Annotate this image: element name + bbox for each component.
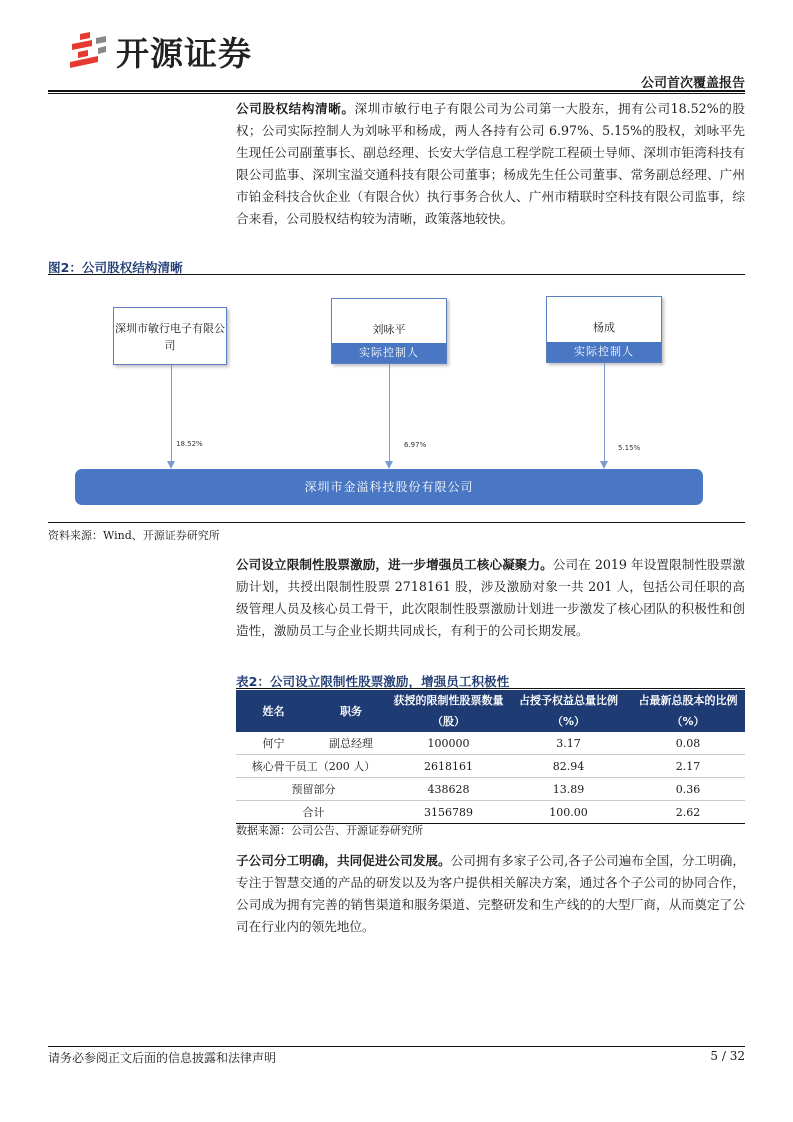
ownership-lead: 公司股权结构清晰。 [236, 101, 355, 116]
cell-name: 何宁 [236, 732, 311, 755]
col-header-role: 职务 [311, 690, 391, 732]
table-row [236, 755, 745, 778]
shareholder-box-liuyongping [331, 298, 447, 364]
figure-bottom-rule [48, 522, 745, 523]
table-top-rule [236, 688, 745, 689]
target-company-bar: 深圳市金溢科技股份有限公司 [75, 469, 703, 505]
arrow-down-icon [385, 461, 393, 469]
shareholder-name: 刘咏平 [372, 323, 406, 336]
incentive-paragraph [236, 554, 745, 642]
cell-total-pct: 2.17 [631, 755, 745, 778]
shareholder-box-yangcheng [546, 296, 662, 363]
cell-shares: 2618161 [391, 755, 506, 778]
footer-divider [48, 1046, 745, 1047]
cell-name: 合计 [236, 801, 391, 824]
cell-name: 预留部分 [236, 778, 391, 801]
brand-name: 开源证券 [116, 34, 252, 73]
brand-logo-icon [68, 30, 108, 72]
col-header-grant-pct: 占授予权益总量比例（%） [506, 690, 631, 732]
col-header-total-pct: 占最新总股本的比例（%） [631, 690, 745, 732]
cell-total-pct: 2.62 [631, 801, 745, 824]
cell-shares: 3156789 [391, 801, 506, 824]
header-divider [48, 90, 745, 92]
incentive-lead: 公司设立限制性股票激励，进一步增强员工核心凝聚力。 [236, 557, 553, 572]
subsidiary-paragraph [236, 850, 745, 938]
cell-shares: 100000 [391, 732, 506, 755]
subsidiary-body: 公司拥有多家子公司,各子公司遍布全国，分工明确，专注于智慧交通的产品的研发以及为客户提供相关解决方案，通过各个子公司的协同合作，公司成为拥有完善的销售渠道和服务渠道、完整研发和生产线的的大型厂商，从而奠定了公司在行业内的领先地位。 [236, 853, 745, 934]
table-row [236, 732, 745, 755]
figure-source: 资料来源：Wind、开源证券研究所 [48, 529, 220, 542]
table-row-total [236, 801, 745, 824]
table-row [236, 778, 745, 801]
stake-percent: 5.15% [618, 444, 641, 452]
shareholder-name: 杨成 [593, 321, 615, 334]
header-divider-thin [48, 93, 745, 94]
shareholder-box-minxing [113, 307, 227, 365]
cell-grant-pct: 82.94 [506, 755, 631, 778]
cell-total-pct: 0.08 [631, 732, 745, 755]
incentive-table [236, 690, 745, 824]
incentive-body: 公司在 2019 年设置限制性股票激励计划，共授出限制性股票 2718161 股，涉及激励对象一共 201 人，包括公司任职的高级管理人员及核心员工骨干，此次限制性股票激励计划进一步激发了核心团队的积极性和创造性，激励员工与企业长期共同成长，有利于的公司长期发展。 [236, 557, 745, 638]
ownership-arrow-line [389, 364, 390, 463]
footer-disclaimer: 请务必参阅正文后面的信息披露和法律声明 [48, 1051, 277, 1065]
cell-grant-pct: 13.89 [506, 778, 631, 801]
controller-tag: 实际控制人 [547, 342, 661, 362]
arrow-down-icon [600, 461, 608, 469]
subsidiary-lead: 子公司分工明确，共同促进公司发展。 [236, 853, 451, 868]
cell-grant-pct: 3.17 [506, 732, 631, 755]
cell-role: 副总经理 [311, 732, 391, 755]
cell-total-pct: 0.36 [631, 778, 745, 801]
ownership-body: 深圳市敏行电子有限公司为公司第一大股东，拥有公司18.52%的股权；公司实际控制人为刘咏平和杨成，两人各持有公司 6.97%、5.15%的股权，刘咏平先生现任公司副董事长、副总经理、长安大学信息工程学院工程硕士导师、深圳市钜湾科技有限公司监事、深圳宝溢交通科技有限公司董事；杨成先生任公司董事、常务副总经理、广州市铂金科技合伙企业（有限合伙）执行事务合伙人、广州市精联时空科技有限公司监事，综合来看，公司股权结构较为清晰，政策落地较快。 [236, 101, 746, 226]
cell-name: 核心骨干员工（200 人） [236, 755, 391, 778]
cell-shares: 438628 [391, 778, 506, 801]
arrow-down-icon [167, 461, 175, 469]
col-header-name: 姓名 [236, 690, 311, 732]
ownership-arrow-line [604, 363, 605, 463]
table-caption: 表2：公司设立限制性股票激励，增强员工积极性 [236, 674, 510, 689]
ownership-paragraph [236, 98, 745, 230]
cell-grant-pct: 100.00 [506, 801, 631, 824]
col-header-shares: 获授的限制性股票数量（股） [391, 690, 506, 732]
figure-caption: 图2：公司股权结构清晰 [48, 260, 183, 275]
table-source: 数据来源：公司公告、开源证券研究所 [236, 824, 423, 837]
stake-percent: 6.97% [404, 441, 427, 449]
controller-tag: 实际控制人 [332, 343, 446, 363]
report-type-label: 公司首次覆盖报告 [640, 76, 745, 91]
figure-top-rule [48, 274, 745, 275]
page-number: 5 / 32 [710, 1049, 745, 1063]
ownership-arrow-line [171, 365, 172, 463]
stake-percent: 18.52% [176, 440, 203, 448]
shareholder-name: 深圳市敏行电子有限公司 [115, 322, 225, 352]
